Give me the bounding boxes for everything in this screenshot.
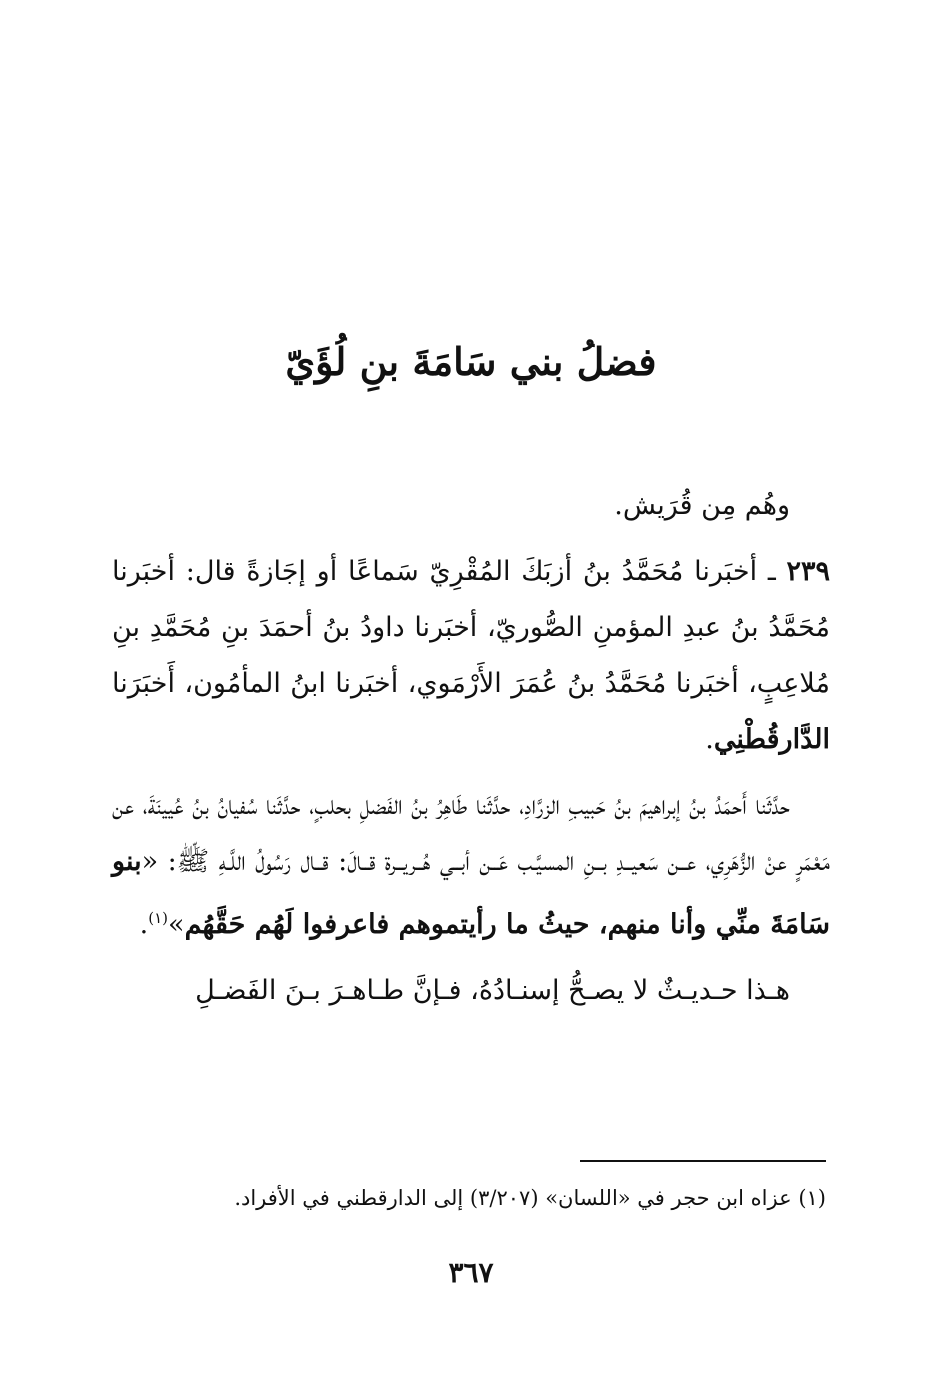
narration-paragraph: [112, 778, 830, 953]
footnote: [126, 1180, 826, 1216]
footnote-divider: [580, 1160, 826, 1162]
hadith-number: ٢٣٩: [786, 556, 831, 587]
hadith-chain-text: أخبَرنا مُحَمَّدُ بنُ أزبَكَ المُقْرِيّ سَماعًا أو إجَازةً قال: أخبَرنا مُحَمَّدُ بنُ عبدِ المؤمنِ الصُّوريّ، أخبَرنا داودُ بنُ أحمَدَ بنِ مُحَمَّدِ بنِ مُلاعِبٍ، أخبَرنا مُحَمَّدُ بنُ عُمَرَ الأَرْمَوي، أخبَرنا ابنُ المأمُون، أَخبَرَنا: [112, 556, 830, 699]
page-number: ٣٦٧: [448, 1256, 494, 1289]
body-text: [112, 478, 830, 1029]
footnote-reference: (١): [148, 909, 169, 927]
prophetic-quote: بنو سَامَةَ منِّي وأنا منهم، حيثُ ما رأيتموهم فاعرفوا لَهُم حَقَّهُم: [112, 846, 830, 940]
commentary-paragraph: [112, 963, 830, 1019]
intro-line: [112, 478, 830, 534]
daraqutni-name: الدَّارقُطْنِي: [713, 724, 830, 755]
hadith-dash: ـ: [757, 556, 787, 587]
hadith-chain-end: .: [705, 724, 714, 755]
footnote-marker: (١): [798, 1186, 826, 1210]
footnote-text: عزاه ابن حجر في «اللسان» (٣/٢٠٧) إلى الدارقطني في الأفراد.: [234, 1186, 792, 1210]
hadith-chain-paragraph: [112, 544, 830, 768]
commentary-text: هـذا حـديـثٌ لا يصـحُّ إسنـادُهُ، فـإنَّ طـاهـرَ بـنَ الفَضـلِ: [195, 975, 790, 1006]
chapter-title: فضلُ بني سَامَةَ بنِ لُؤَيّ: [285, 339, 657, 384]
intro-text: وهُم مِن قُرَيش.: [614, 490, 790, 521]
quote-close: »: [168, 909, 185, 940]
narration-text: حدَّثَنا أَحمَدُ بنُ إبراهيمَ بنُ حَبيبِ الزرَّادِ، حدَّثَنا طَاهِرُ بنُ الفَضلِ بحلبٍ، حدَّثَنا سُفيانُ بنُ عُيينَةَ، عن مَعْمَرٍ عنْ الزُّهَرِي، عــن سَعيــدِ بــنِ المسيَّـب عَــن أبــي هُــريــرة قــالَ: قــال رَسُولُ اللَّـهِ ﷺ: «: [112, 790, 830, 877]
narration-end: .: [139, 909, 149, 940]
